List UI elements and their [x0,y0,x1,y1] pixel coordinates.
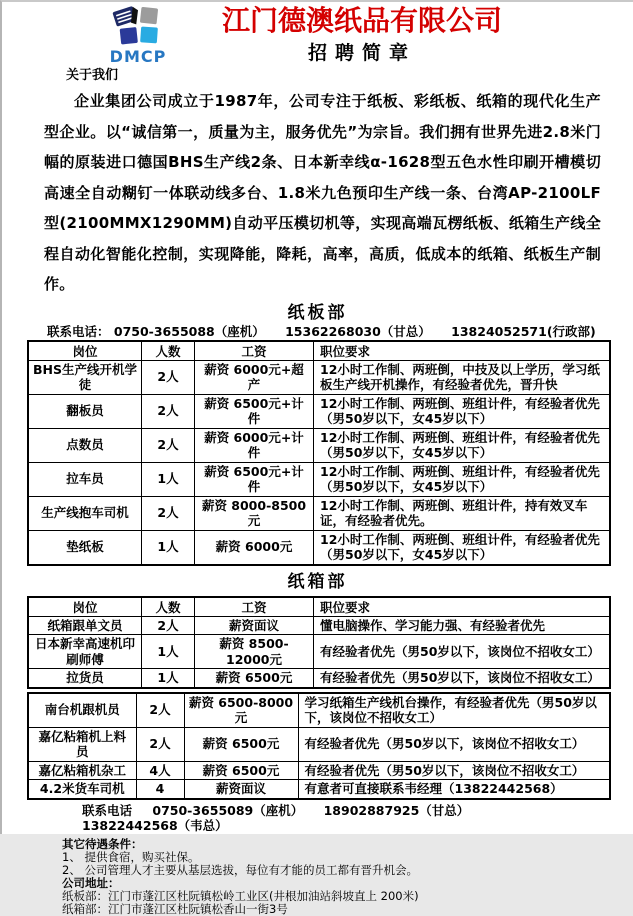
carton-jobs-table-upper [27,596,611,689]
job-cell: 1人 [142,635,195,669]
column-header: 岗位 [28,597,142,617]
job-cell: 拉车员 [28,462,142,496]
column-header: 职位要求 [314,597,611,617]
job-cell: 薪资 6000元+超产 [195,360,314,394]
job-cell: 2人 [142,616,195,635]
job-row [28,669,610,688]
job-cell: 2人 [142,394,195,428]
job-cell: 嘉亿粘箱机杂工 [28,761,136,780]
job-cell: 薪资 6500元+计件 [195,462,314,496]
job-cell: 2人 [136,727,184,761]
board-dept-heading: 纸板部 [287,302,348,323]
address-item: 纸板部：江门市蓬江区杜阮镇松岭工业区(井根加油站斜坡直上 200米) [62,888,419,903]
job-cell: 有经验者优先（男50岁以下，该岗位不招收女工） [314,635,611,669]
phone-number: 18902887925（甘总） [323,802,470,818]
job-cell: 2人 [142,360,195,394]
job-cell: 薪资面议 [195,616,314,635]
job-cell: 薪资 6500元 [184,727,298,761]
job-cell: 4.2米货车司机 [28,780,136,799]
logo-text: DMCP [109,47,167,66]
table-header-row [28,597,610,617]
job-row [28,780,610,799]
column-header: 岗位 [28,341,142,361]
column-header: 人数 [142,341,195,361]
benefit-item: 2、 公司管理人才主要从基层选拔，每位有才能的员工都有晋升机会。 [62,862,418,877]
column-header: 工资 [195,597,314,617]
job-cell: 薪资 6500元 [195,669,314,688]
job-cell: 4人 [136,761,184,780]
job-cell: 嘉亿粘箱机上料员 [28,727,136,761]
benefit-item: 1、 提供食宿，购买社保。 [62,849,200,864]
job-cell: 4 [136,780,184,799]
job-cell: 点数员 [28,428,142,462]
contact-label: 联系电话： [47,323,110,339]
logo-icon [111,5,165,49]
job-cell: 拉货员 [28,669,142,688]
job-row [28,616,610,635]
job-row [28,761,610,780]
job-row [28,462,610,496]
job-cell: 薪资 6500元+计件 [195,394,314,428]
board-contact-line [47,324,633,339]
job-cell: 12小时工作制、两班倒，中技及以上学历，学习纸板生产线开机操作，有经验者优先，晋升快 [314,360,611,394]
job-cell: BHS生产线开机学徒 [28,360,142,394]
column-header: 职位要求 [314,341,611,361]
job-cell: 1人 [142,462,195,496]
job-cell: 薪资 8000-8500元 [195,496,314,530]
phone-number: 0750-3655089（座机） [152,802,304,818]
about-paragraph: 企业集团公司成立于1987年，公司专注于纸板、彩纸板、纸箱的现代化生产型企业。以“诚信第一，质量为主，服务优先”为宗旨。我们拥有世界先进2.8米门幅的原装进口德国BHS生产线2条、日本新幸线α-1628型五色水性印刷开槽模切高速全自动糊钉一体联动线多台、1.8米九色预印生产线一条、台湾AP-2100LF型(2100MMX1290MM)自动平压模切机等，实现高端瓦楞纸板、纸箱生产线全程自动化智能化控制，实现降能，降耗，高率，高质，低成本的纸箱、纸板生产制作。 [44,92,601,293]
phone-number: 0750-3655088（座机） [113,323,265,339]
job-cell: 薪资 6000元 [195,530,314,565]
carton-contact-line [82,803,633,833]
job-cell: 有意者可直接联系韦经理（13822442568） [298,780,610,799]
job-row [28,394,610,428]
job-cell: 薪资 6500-8000元 [184,693,298,728]
phone-number: 13824052571(行政部) [451,323,596,339]
header [2,4,633,68]
job-cell: 2人 [142,496,195,530]
job-row [28,530,610,565]
column-header: 人数 [142,597,195,617]
job-cell: 12小时工作制、两班倒、班组计件，有经验者优先（男50岁以下，女45岁以下） [314,428,611,462]
job-cell: 2人 [136,693,184,728]
job-cell: 12小时工作制、两班倒、班组计件，有经验者优先（男50岁以下，女45岁以下） [314,530,611,565]
job-cell: 垫纸板 [28,530,142,565]
contact-label: 联系电话 [82,802,133,818]
table-header-row [28,341,610,361]
job-cell: 12小时工作制、两班倒、班组计件，持有效叉车证，有经验者优先。 [314,496,611,530]
column-header: 工资 [195,341,314,361]
job-row [28,727,610,761]
job-cell: 薪资 6500元 [184,761,298,780]
job-cell: 有经验者优先（男50岁以下，该岗位不招收女工） [314,669,611,688]
job-cell: 翻板员 [28,394,142,428]
carton-dept-heading: 纸箱部 [287,571,348,592]
about-heading: 关于我们 [66,68,119,83]
job-cell: 薪资 6000元+计件 [195,428,314,462]
job-cell: 1人 [142,669,195,688]
benefits-heading: 其它待遇条件： [62,836,143,851]
job-cell: 1人 [142,530,195,565]
company-logo [102,5,174,65]
job-cell: 有经验者优先（男50岁以下，该岗位不招收女工） [298,727,610,761]
footer [62,838,633,916]
job-cell: 纸箱跟单文员 [28,616,142,635]
title-block [192,4,532,65]
company-name: 江门德澳纸品有限公司 [221,4,502,37]
page-subtitle: 招聘简章 [307,42,416,64]
job-cell: 薪资面议 [184,780,298,799]
job-cell: 生产线抱车司机 [28,496,142,530]
phone-number: 13822442568（韦总） [82,817,228,833]
phone-number: 15362268030（甘总） [285,323,431,339]
job-row [28,693,610,728]
job-cell: 有经验者优先（男50岁以下，该岗位不招收女工） [298,761,610,780]
job-cell: 懂电脑操作、学习能力强、有经验者优先 [314,616,611,635]
job-row [28,635,610,669]
job-cell: 南台机跟机员 [28,693,136,728]
job-row [28,360,610,394]
job-row [28,496,610,530]
job-row [28,428,610,462]
job-cell: 日本新幸高速机印刷师傅 [28,635,142,669]
job-cell: 2人 [142,428,195,462]
address-heading: 公司地址： [62,875,120,890]
board-jobs-table [27,340,611,566]
job-cell: 学习纸箱生产线机台操作，有经验者优先（男50岁以下，该岗位不招收女工） [298,693,610,728]
job-cell: 12小时工作制、两班倒、班组计件，有经验者优先（男50岁以下，女45岁以下） [314,394,611,428]
address-item: 纸箱部：江门市蓬江区杜阮镇松香山一街3号 [62,901,288,916]
job-cell: 12小时工作制、两班倒、班组计件，有经验者优先（男50岁以下，女45岁以下） [314,462,611,496]
carton-jobs-table-lower [27,692,611,800]
job-cell: 薪资 8500-12000元 [195,635,314,669]
